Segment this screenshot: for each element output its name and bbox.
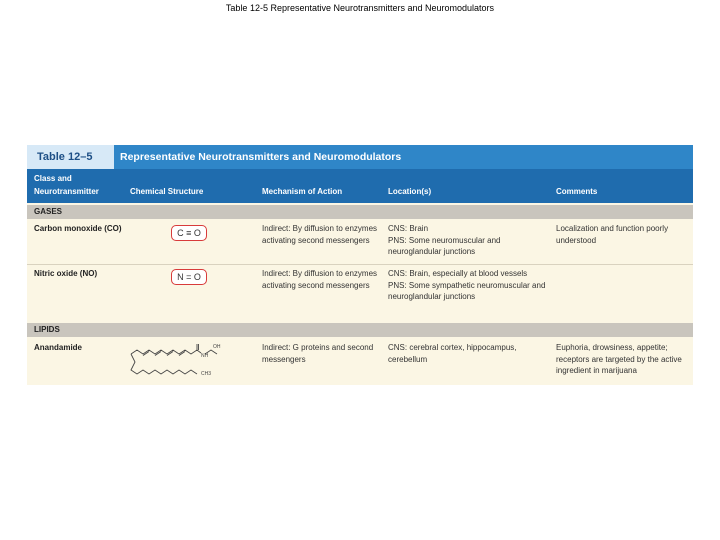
- row-mechanism: Indirect: G proteins and second messengers: [262, 343, 374, 364]
- col-header-mechanism: Mechanism of Action: [262, 187, 343, 196]
- col-header-comments: Comments: [556, 187, 598, 196]
- chemical-formula: C ≡ O: [171, 225, 207, 241]
- structure-label-ch3: CH3: [201, 371, 212, 377]
- row-location: [388, 268, 548, 303]
- row-comments: Euphoria, drowsiness, appetite; receptors are targeted by the active ingredient in marijuana: [556, 343, 682, 375]
- row-divider: [27, 264, 693, 265]
- row-comments: Localization and function poorly understood: [556, 224, 669, 245]
- table-number-tag: Table 12–5: [27, 145, 114, 169]
- column-header-row: [27, 169, 693, 203]
- row-name: Nitric oxide (NO): [34, 269, 98, 278]
- col-header-class-line2: Neurotransmitter: [34, 187, 99, 196]
- row-location-pns: PNS: Some neuromuscular and neuroglandular junctions: [388, 235, 501, 256]
- table-title-bar: [27, 145, 693, 169]
- table-title: Representative Neurotransmitters and Neuromodulators: [120, 151, 402, 163]
- row-location-cns: CNS: Brain: [388, 224, 429, 233]
- table-row: [27, 268, 693, 318]
- section-header-gases: GASES: [27, 205, 693, 219]
- row-mechanism: Indirect: By diffusion to enzymes activating second messengers: [262, 224, 378, 245]
- structure-label-oh: OH: [213, 344, 221, 350]
- col-header-class-line1: Class and: [34, 174, 72, 183]
- section-header-lipids: LIPIDS: [27, 323, 693, 337]
- col-header-structure: Chemical Structure: [130, 187, 204, 196]
- chemical-formula: N = O: [171, 269, 207, 285]
- row-location-pns: PNS: Some sympathetic neuromuscular and neuroglandular junctions: [388, 280, 546, 301]
- slide-title: Table 12-5 Representative Neurotransmitters and Neuromodulators: [225, 3, 495, 13]
- table-row: [27, 223, 693, 265]
- row-mechanism: Indirect: By diffusion to enzymes activating second messengers: [262, 269, 378, 290]
- row-location: [388, 342, 548, 365]
- table-row: [27, 342, 693, 384]
- row-location-cns: CNS: Brain, especially at blood vessels: [388, 269, 528, 278]
- row-name: Carbon monoxide (CO): [34, 224, 122, 233]
- row-location: [388, 223, 548, 258]
- row-name: Anandamide: [34, 343, 83, 352]
- row-location-cns: CNS: cerebral cortex, hippocampus, cerebellum: [388, 343, 517, 364]
- anandamide-structure-diagram: [127, 340, 223, 380]
- col-header-location: Location(s): [388, 187, 432, 196]
- structure-label-nh: NH: [201, 353, 209, 359]
- neurotransmitter-table: [27, 145, 693, 385]
